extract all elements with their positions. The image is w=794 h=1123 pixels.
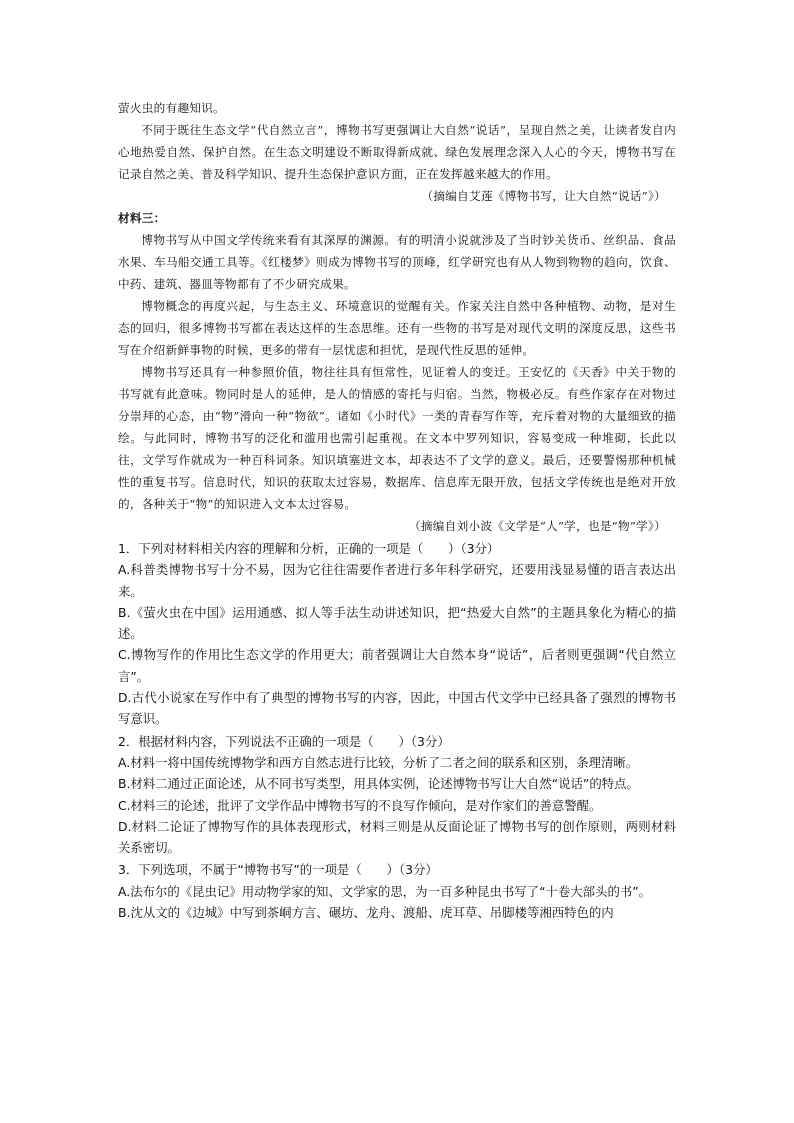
option-c: C.材料三的论述，批评了文学作品中博物书写的不良写作倾向，是对作家们的善意警醒。 — [118, 797, 602, 813]
questions — [118, 538, 676, 923]
option-a: A.法布尔的《昆虫记》用动物学家的知、文学家的思，为一百多种昆虫书写了“十卷大部头的书”。 — [118, 883, 652, 899]
material-2-tail — [118, 97, 676, 207]
question-stem: 2．根据材料内容，下列说法不正确的一项是（ ）（3分） — [118, 733, 450, 749]
option-d: D.材料二论证了博物写作的具体表现形式，材料三则是从反面论证了博物书写的创作原则，两则材料关系密切。 — [118, 818, 676, 856]
paragraph: 博物书写还具有一种参照价值，物往往具有恒常性，见证着人的变迁。王安忆的《天香》中关于物的书写就有此意味。物同时是人的延伸，是人的情感的寄托与归宿。当然，物极必反。有些作家存在对物过分崇拜的心态，由“物”滑向一种“物欲”。诸如《小时代》一类的青春写作等，充斥着对物的大量细致的描绘。与此同时，博物书写的泛化和滥用也需引起重视。在文本中罗列知识，容易变成一种堆砌，长此以往，文学写作就成为一种百科词条。知识填塞进文本，却表达不了文学的意义。最后，还要警惕那种机械性的重复书写。信息时代，知识的获取太过容易，数据库、信息库无限开放，包括文学传统也是绝对开放的，各种关于“物”的知识进入文本太过容易。 — [118, 365, 676, 511]
question-stem: 3．下列选项，不属于“博物书写”的一项是（ ）（3分） — [118, 862, 438, 878]
option-d: D.古代小说家在写作中有了典型的博物书写的内容，因此，中国古代文学中已经具备了强烈的博物书写意识。 — [118, 690, 676, 727]
material-3 — [118, 207, 676, 537]
paragraph: 萤火虫的有趣知识。 — [118, 101, 226, 115]
question-2 — [118, 731, 676, 859]
paragraph: 不同于既往生态文学“代自然立言”，博物书写更强调让大自然“说话”，呈现自然之美，让读者发自内心地热爱自然、保护自然。在生态文明建设不断取得新成就、绿色发展理念深入人心的今天，博物书写在记录自然之美、普及科学知识、提升生态保护意识方面，正在发挥越来越大的作用。 — [118, 123, 676, 181]
option-b: B.材料二通过正面论述，从不同书写类型，用具体实例，论述博物书写让大自然“说话”的特点。 — [118, 776, 639, 792]
paragraph: 博物书写从中国文学传统来看有其深厚的渊源。有的明清小说就涉及了当时钞关货币、丝织品、食品水果、车马船交通工具等。《红楼梦》则成为博物书写的顶峰，红学研究也有从人物到物物的趋向，饮食、中药、建筑、器皿等物都有了不少研究成果。 — [118, 233, 676, 291]
question-1 — [118, 538, 676, 730]
source-citation: （摘编自刘小波《文学是“人”学，也是“物”学》） — [409, 519, 666, 533]
question-stem: 1．下列对材料相关内容的理解和分析，正确的一项是（ ）（3分） — [118, 541, 500, 556]
option-a: A.科普类博物书写十分不易，因为它往往需要作者进行多年科学研究，还要用浅显易懂的语言表达出来。 — [118, 562, 676, 599]
option-c: C.博物写作的作用比生态文学的作用更大；前者强调让大自然本身“说话”，后者则更强调“代自然立言”。 — [118, 647, 676, 684]
option-b: B.沈从文的《边城》中写到茶峒方言、碾坊、龙舟、渡船、虎耳草、吊脚楼等湘西特色的内 — [118, 905, 614, 921]
option-b: B.《萤火虫在中国》运用通感、拟人等手法生动讲述知识，把“热爱大自然”的主题具象化为精心的描述。 — [118, 604, 676, 642]
material-label: 材料三： — [118, 211, 166, 225]
option-a: A.材料一将中国传统博物学和西方自然志进行比较，分析了二者之间的联系和区别，条理清晰。 — [118, 754, 639, 770]
question-3 — [118, 859, 676, 923]
exam-page — [118, 97, 676, 923]
paragraph: 博物概念的再度兴起，与生态主义、环境意识的觉醒有关。作家关注自然中各种植物、动物，是对生态的回归，很多博物书写都在表达这样的生态思维。还有一些物的书写是对现代文明的深度反思，这些书写在介绍新鲜事物的时候，更多的带有一层忧虑和担忧，是现代性反思的延伸。 — [118, 299, 676, 357]
source-citation: （摘编自艾莲《博物书写，让大自然“说话”》） — [421, 189, 666, 203]
